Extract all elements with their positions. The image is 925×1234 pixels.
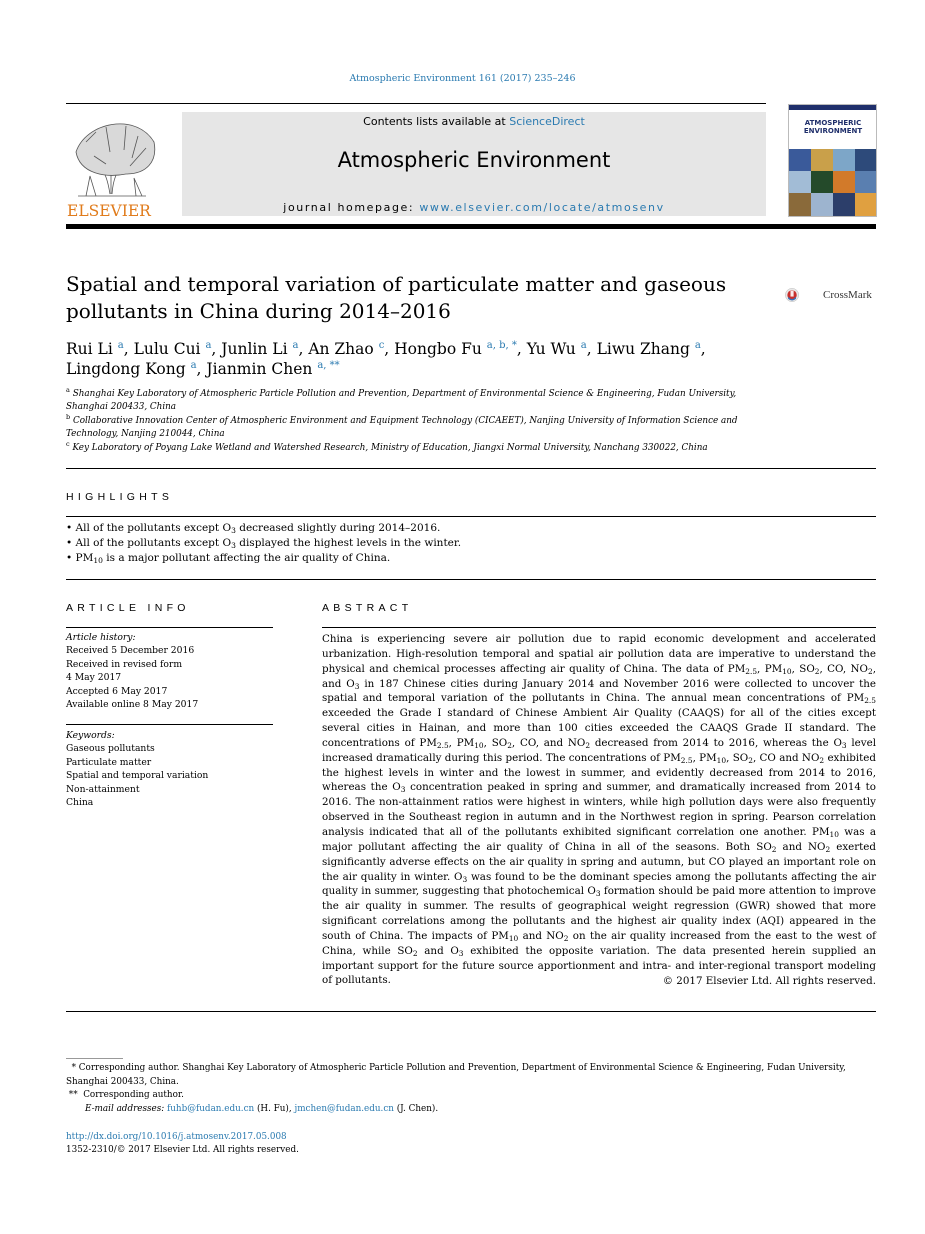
cover-title: ATMOSPHERIC ENVIRONMENT — [803, 119, 863, 135]
highlights-heading: HIGHLIGHTS — [66, 491, 174, 503]
abstract-heading: ABSTRACT — [322, 602, 413, 614]
author-list: Rui Li $^a$, Lulu Cui $^a$, Junlin Li $^a$, An Zhao $^c$, Hongbo Fu $^{a, b, *}$, Yu Wu $^a$, Liwu Zhang $^a$, Lingdong Kong $^a$, Jianmin Chen $^{a, **}$ — [66, 339, 706, 378]
author-name[interactable]: Hongbo Fu — [394, 340, 482, 358]
email-link[interactable]: jmchen@fudan.edu.cn — [294, 1103, 394, 1114]
article-title — [66, 271, 766, 325]
keyword-item: China — [66, 797, 94, 809]
author-name[interactable]: Yu Wu — [526, 340, 576, 358]
author-name[interactable]: Junlin Li — [221, 340, 288, 358]
issn-copyright: 1352-2310/© 2017 Elsevier Ltd. All rights reserved. — [66, 1145, 299, 1155]
corresponding-author-note: ** Corresponding author. — [66, 1090, 184, 1100]
homepage-prefix: journal homepage: — [283, 201, 420, 214]
journal-cover[interactable] — [788, 104, 877, 217]
header-rule — [66, 103, 766, 104]
article-info-heading: ARTICLE INFO — [66, 602, 190, 614]
author-affiliation-mark[interactable]: a — [580, 339, 587, 351]
journal-title: Atmospheric Environment — [337, 148, 611, 172]
author-affiliation-mark[interactable]: a — [205, 339, 212, 351]
history-item: 4 May 2017 — [66, 672, 122, 684]
corresponding-author-note: * Corresponding author. Shanghai Key Laboratory of Atmospheric Particle Pollution and Prevention, Department of Environmental Science & Engineering, Fudan University, Shanghai 200433, China. — [66, 1063, 846, 1087]
elsevier-logo — [66, 112, 162, 218]
author-affiliation-mark[interactable]: a, ** — [317, 359, 340, 371]
contents-line — [182, 115, 766, 128]
affiliation-c: $^c$ Key Laboratory of Poyang Lake Wetland and Watershed Research, Ministry of Education, Jiangxi Normal University, Nanchang 330022, China — [66, 439, 708, 453]
author-name[interactable]: Jianmin Chen — [206, 360, 313, 378]
homepage-link[interactable]: www.elsevier.com/locate/atmosenv — [419, 201, 665, 214]
title-line-2: pollutants in China during 2014–2016 — [66, 299, 451, 323]
footnotes — [66, 1062, 876, 1116]
author-name[interactable]: Liwu Zhang — [596, 340, 690, 358]
section-divider — [66, 579, 876, 580]
abstract-copyright: © 2017 Elsevier Ltd. All rights reserved. — [662, 975, 876, 987]
highlight-item: • All of the pollutants except $O_3$ displayed the highest levels in the winter. — [66, 537, 462, 550]
email-line: E-mail addresses: fuhb@fudan.edu.cn (H. Fu), jmchen@fudan.edu.cn (J. Chen). — [85, 1103, 439, 1114]
author-affiliation-mark[interactable]: c — [378, 339, 385, 351]
header-thick-rule — [66, 224, 876, 229]
keyword-item: Non-attainment — [66, 783, 140, 795]
author-affiliation-mark[interactable]: a — [117, 339, 124, 351]
article-history — [66, 631, 273, 711]
journal-reference[interactable]: Atmospheric Environment 161 (2017) 235–246 — [349, 73, 576, 84]
keywords — [66, 729, 273, 809]
affiliation-b: $^b$ Collaborative Innovation Center of Atmospheric Environment and Equipment Technology (CICAEET), Nanjing University of Information Science and Technology, Nanjing 210044, China — [66, 412, 738, 440]
crossmark-icon[interactable] — [785, 277, 821, 313]
keywords-label: Keywords: — [66, 730, 115, 741]
author-affiliation-mark[interactable]: a — [292, 339, 299, 351]
section-divider — [66, 468, 876, 469]
section-divider — [322, 627, 876, 628]
author-name[interactable]: Lulu Cui — [133, 340, 201, 358]
keyword-item: Particulate matter — [66, 756, 152, 768]
homepage-line — [182, 201, 766, 214]
section-divider — [66, 627, 273, 628]
author-name[interactable]: An Zhao — [308, 340, 374, 358]
history-item: Accepted 6 May 2017 — [66, 685, 168, 697]
keyword-item: Gaseous pollutants — [66, 743, 155, 755]
highlights-list — [66, 521, 876, 566]
history-item: Received 5 December 2016 — [66, 645, 195, 657]
contents-prefix: Contents lists available at — [363, 115, 510, 128]
footnote-rule — [66, 1058, 123, 1059]
author-affiliation-mark[interactable]: a, b, * — [486, 339, 517, 351]
highlight-item: • $PM_{10}$ is a major pollutant affecting the air quality of China. — [66, 552, 391, 565]
crossmark-label[interactable]: CrossMark — [823, 289, 872, 301]
title-line-1: Spatial and temporal variation of particulate matter and gaseous — [66, 272, 727, 296]
abstract-text: China is experiencing severe air pollution due to rapid economic development and accelerated urbanization. High-resolution temporal and spatial air pollution data are imperative to understand the physical and chemical processes affecting air quality of China. The data of $PM_{2.5}$, $PM_{10}$, $SO_2$, CO, $NO_2$, and $O_3$ in 187 Chinese cities during January 2014 and November 2016 were collected to uncover the spatial and temporal variation of the pollutants in China. The annual mean concentrations of $PM_{2.5}$ exceeded the Grade I standard of Chinese Ambient Air Quality (CAAQS) for all of the cities except several cities in Hainan, and more than 100 cities exceeded the CAAQS Grade II standard. The concentrations of $PM_{2.5}$, $PM_{10}$, $SO_2$, CO, and $NO_2$ decreased from 2014 to 2016, whereas the $O_3$ level increased dramatically during this period. The concentrations of $PM_{2.5}$, $PM_{10}$, $SO_2$, CO and $NO_2$ exhibited the highest levels in winter and the lowest in summer, and evidently decreased from 2014 to 2016, whereas the $O_3$ concentration peaked in spring and summer, and dramatically increased from 2014 to 2016. The non-attainment ratios were highest in winters, while high pollution days were also frequently observed in the Southeast region in autumn and in the Northwest region in spring. Pearson correlation analysis indicated that all of the pollutants exhibited significant correlation one another. $PM_{10}$ was a major pollutant affecting the air quality of China in all of the seasons. Both $SO_2$ and $NO_2$ exerted significantly adverse effects on the air quality in spring and autumn, but CO played an important role on the air quality in winter. $O_3$ was found to be the dominant species among the pollutants affecting the air quality in summer, suggesting that photochemical $O_3$ formation should be paid more attention to improve the air quality in summer. The results of geographical weight regression (GWR) showed that more significant correlations among the pollutants and the highest air quality index (AQI) appeared in the south of China. The impacts of $PM_{10}$ and $NO_2$ on the air quality increased from the east to the west of China, while $SO_2$ and $O_3$ exhibited the opposite variation. The data presented herein supplied an important support for the future source apportionment and intra- and inter-regional transport modeling of pollutants. — [322, 633, 876, 987]
author-affiliation-mark[interactable]: a — [190, 359, 197, 371]
highlight-item: • All of the pollutants except $O_3$ decreased slightly during 2014–2016. — [66, 522, 441, 535]
section-divider — [66, 516, 876, 517]
history-label: Article history: — [66, 632, 136, 643]
author-name[interactable]: Rui Li — [66, 340, 113, 358]
email-link[interactable]: fuhb@fudan.edu.cn — [167, 1103, 255, 1114]
sciencedirect-link[interactable]: ScienceDirect — [509, 115, 585, 128]
affiliation-a: $^a$ Shanghai Key Laboratory of Atmospheric Particle Pollution and Prevention, Department of Environmental Science & Engineering, Fudan University, Shanghai 200433, China — [66, 386, 737, 413]
author-name[interactable]: Lingdong Kong — [66, 360, 186, 378]
history-item: Received in revised form — [66, 658, 183, 670]
elsevier-wordmark: ELSEVIER — [67, 202, 151, 218]
author-affiliation-mark[interactable]: a — [694, 339, 701, 351]
doi-link[interactable]: http://dx.doi.org/10.1016/j.atmosenv.2017.05.008 — [66, 1132, 287, 1142]
keyword-item: Spatial and temporal variation — [66, 770, 209, 782]
history-item: Available online 8 May 2017 — [66, 699, 199, 711]
affiliations — [66, 388, 746, 455]
section-divider — [66, 1011, 876, 1012]
section-divider — [66, 724, 273, 725]
